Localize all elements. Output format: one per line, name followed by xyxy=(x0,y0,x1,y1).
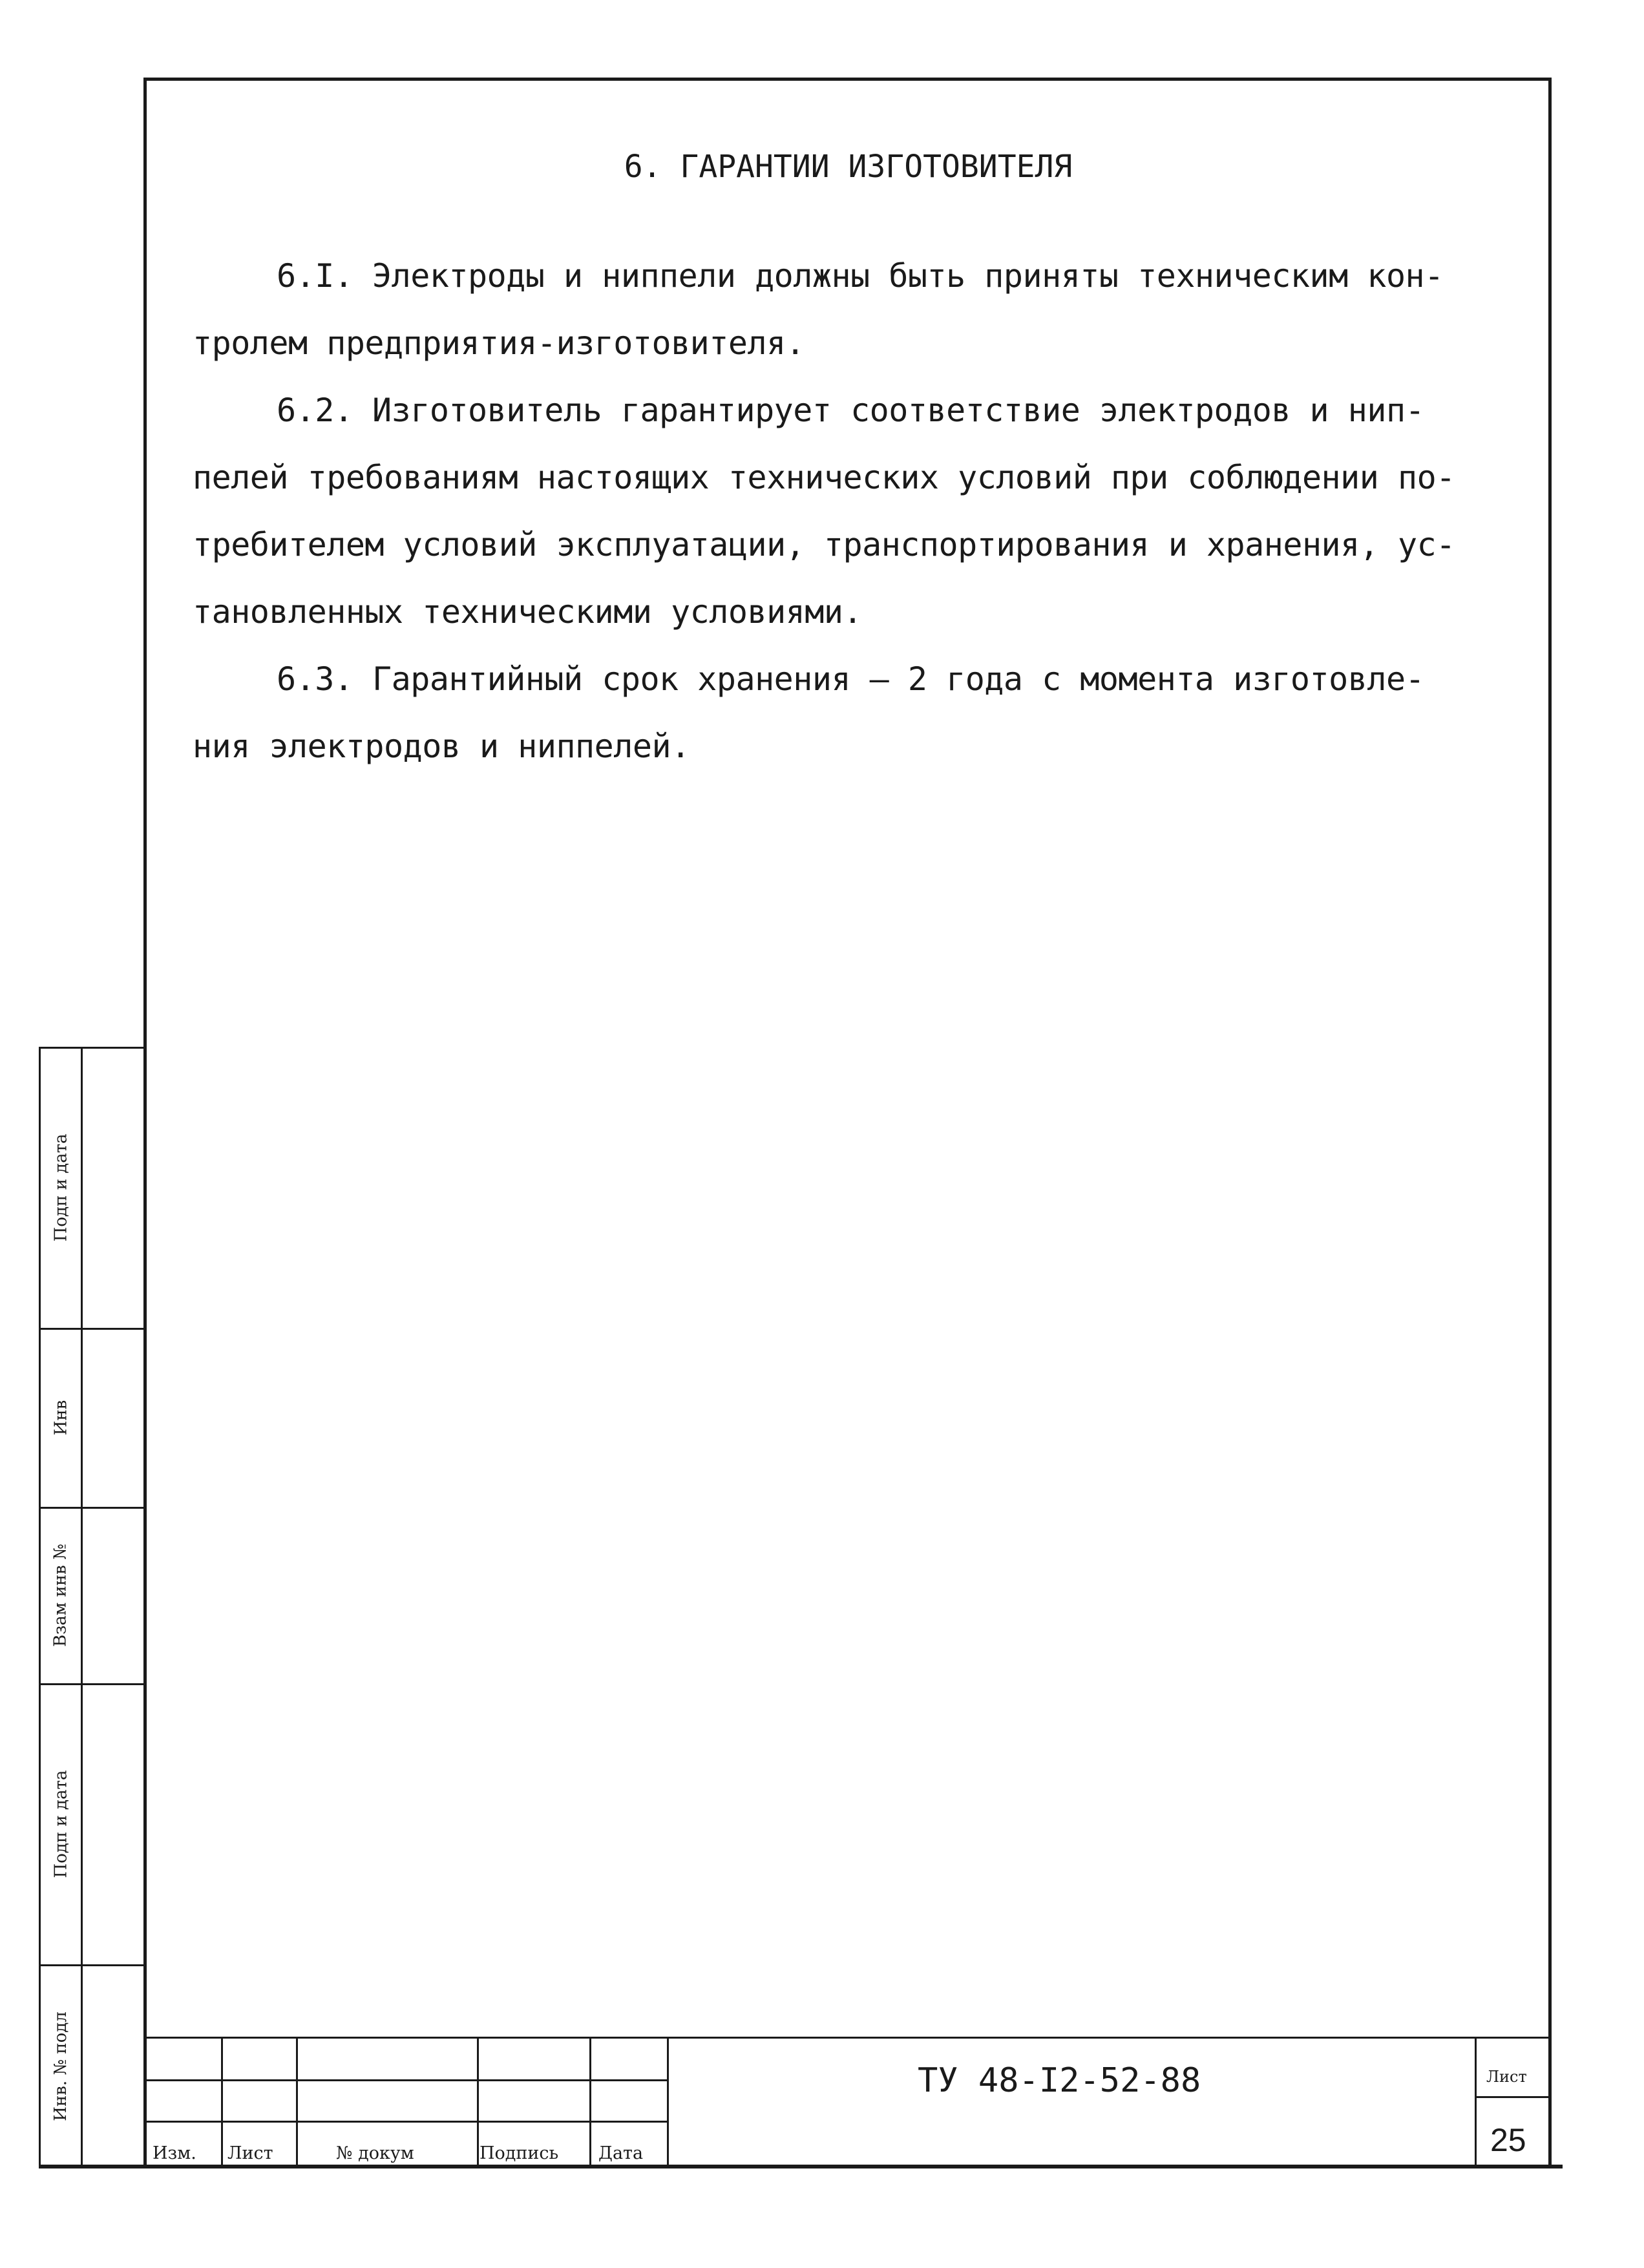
document-number: ТУ 48-I2-52-88 xyxy=(918,2061,1201,2100)
text-line: 6.2. Изготовитель гарантирует соответствие электродов и нип- xyxy=(277,392,1425,429)
title-block-column-rule xyxy=(1475,2037,1477,2166)
title-block-column-rule xyxy=(477,2037,479,2166)
side-stamp-rule xyxy=(81,1047,83,2168)
section-body xyxy=(193,242,1524,780)
side-stamp xyxy=(39,1047,145,2168)
text-line: требителем условий эксплуатации, транспортирования и хранения, ус- xyxy=(193,526,1455,563)
side-stamp-cell xyxy=(41,1683,81,1964)
sheet-number: 25 xyxy=(1490,2122,1526,2158)
side-stamp-label: Подп и дата xyxy=(51,1770,71,1878)
column-label-change: Изм. xyxy=(153,2143,196,2163)
text-line: ния электродов и ниппелей. xyxy=(193,728,690,765)
frame-top-border xyxy=(145,78,1551,81)
side-stamp-cell xyxy=(41,1507,81,1683)
text-line: тановленных техническими условиями. xyxy=(193,593,863,631)
title-block-top-rule xyxy=(145,2037,1551,2039)
title-block-column-rule xyxy=(221,2037,223,2166)
column-label-signature: Подпись xyxy=(480,2143,559,2163)
frame-bottom-border xyxy=(39,2165,1563,2168)
side-stamp-cell xyxy=(41,1328,81,1507)
text-line: 6.3. Гарантийный срок хранения – 2 года с момента изготовле- xyxy=(277,660,1425,698)
side-stamp-label: Инв. № подл xyxy=(51,2011,71,2121)
column-label-document: № докум xyxy=(336,2143,414,2163)
text-line: пелей требованиям настоящих технических условий при соблюдении по- xyxy=(193,459,1455,496)
section-title: 6. ГАРАНТИИ ИЗГОТОВИТЕЛЯ xyxy=(624,149,1073,185)
frame-right-border xyxy=(1548,78,1552,2168)
column-label-date: Дата xyxy=(598,2143,644,2163)
side-stamp-label: Инв xyxy=(50,1400,70,1435)
title-block-column-rule xyxy=(667,2037,669,2166)
sheet-label: Лист xyxy=(1486,2068,1527,2086)
text-line: 6.I. Электроды и ниппели должны быть приняты техническим кон- xyxy=(277,257,1444,295)
side-stamp-label: Взам инв № xyxy=(51,1543,71,1647)
column-label-sheet: Лист xyxy=(227,2143,273,2163)
title-block-column-rule xyxy=(589,2037,591,2166)
side-stamp-cell xyxy=(41,1047,81,1328)
side-stamp-label: Подп и дата xyxy=(51,1133,71,1241)
side-stamp-cell xyxy=(41,1964,81,2168)
sheet-cell-rule xyxy=(1475,2096,1551,2098)
title-block-column-rule xyxy=(296,2037,298,2166)
text-line: тролем предприятия-изготовителя. xyxy=(193,324,805,362)
